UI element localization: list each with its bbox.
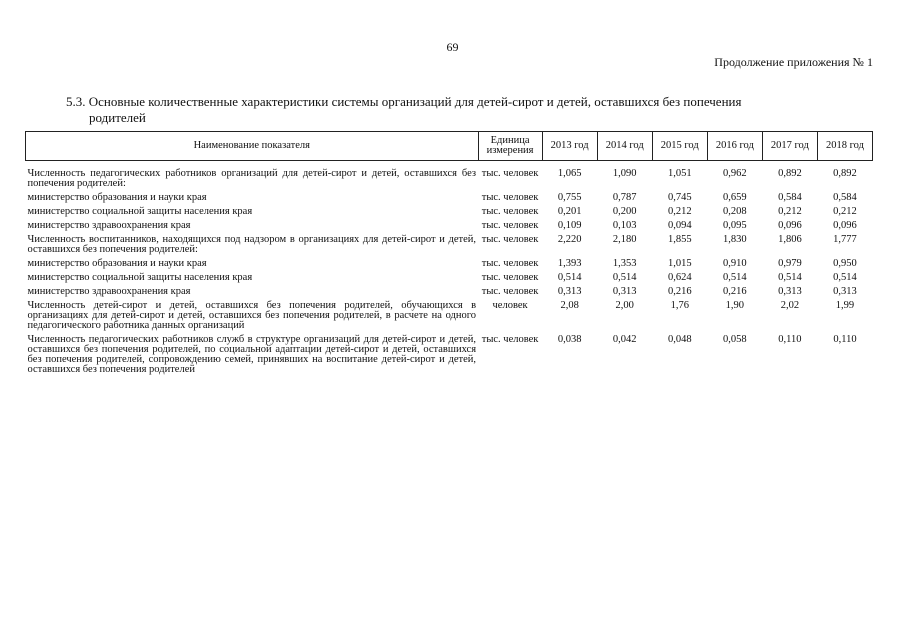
value-cell: 0,584 [778, 192, 802, 203]
value-cell: 1,353 [612, 258, 637, 269]
value-cell: 2,180 [612, 234, 637, 245]
value-cell: 0,950 [833, 258, 857, 269]
table-body [26, 161, 873, 376]
value-cell: 0,058 [723, 334, 747, 345]
header-year: 2016 год [707, 132, 762, 161]
value-cell: 0,659 [723, 192, 747, 203]
table-row [26, 217, 873, 231]
unit-cell: тыс. человек [481, 192, 539, 203]
value-cell: 0,038 [557, 334, 582, 345]
value-cell: 0,313 [612, 286, 637, 297]
value-cell: 0,787 [612, 192, 637, 203]
indicators-table [25, 131, 873, 375]
header-indicator: Наименование показателя [26, 132, 479, 161]
value-cell: 1,065 [557, 168, 582, 179]
section-title-line2: родителей [89, 110, 146, 125]
indicator-name: Численность педагогических работников организаций для детей-сирот и детей, оставшихся без попечения родителей: [27, 168, 477, 189]
value-cell: 2,08 [560, 300, 579, 311]
value-cell: 0,094 [667, 220, 692, 231]
header-year: 2013 год [542, 132, 597, 161]
value-cell: 0,216 [723, 286, 747, 297]
section-number: 5.3. [66, 94, 86, 109]
value-cell: 0,110 [833, 334, 857, 345]
value-cell: 0,514 [612, 272, 637, 283]
value-cell: 2,00 [615, 300, 634, 311]
value-cell: 0,212 [833, 206, 857, 217]
table-row [26, 189, 873, 203]
table-row [26, 331, 873, 375]
value-cell: 1,051 [667, 168, 692, 179]
value-cell: 1,90 [725, 300, 744, 311]
indicator-name: министерство здравоохранения края [27, 220, 191, 231]
value-cell: 1,777 [833, 234, 857, 245]
value-cell: 0,212 [667, 206, 692, 217]
indicator-name: министерство социальной защиты населения края [27, 272, 253, 283]
value-cell: 0,313 [778, 286, 802, 297]
value-cell: 0,892 [833, 168, 857, 179]
table-row [26, 161, 873, 190]
value-cell: 2,02 [780, 300, 800, 311]
value-cell: 0,313 [557, 286, 582, 297]
table-row [26, 297, 873, 331]
value-cell: 1,393 [557, 258, 582, 269]
value-cell: 0,096 [833, 220, 857, 231]
value-cell: 0,313 [833, 286, 857, 297]
value-cell: 0,624 [667, 272, 692, 283]
header-year: 2015 год [652, 132, 707, 161]
value-cell: 2,220 [557, 234, 582, 245]
value-cell: 1,76 [670, 300, 689, 311]
unit-cell: тыс. человек [481, 334, 539, 345]
value-cell: 0,514 [833, 272, 857, 283]
value-cell: 1,806 [778, 234, 802, 245]
indicator-name: Численность воспитанников, находящихся под надзором в организациях для детей-сирот и детей, оставшихся без попечения родителей: [27, 234, 477, 255]
value-cell: 0,042 [612, 334, 637, 345]
table-row [26, 231, 873, 255]
section-title-line1: Основные количественные характеристики системы организаций для детей-сирот и детей, оставшихся без попечения [88, 94, 742, 109]
value-cell: 0,979 [778, 258, 802, 269]
value-cell: 0,103 [612, 220, 637, 231]
unit-cell: тыс. человек [481, 206, 539, 217]
unit-cell: тыс. человек [481, 258, 539, 269]
value-cell: 0,514 [557, 272, 582, 283]
value-cell: 0,201 [557, 206, 582, 217]
value-cell: 0,584 [833, 192, 857, 203]
value-cell: 0,095 [723, 220, 747, 231]
header-year: 2014 год [597, 132, 652, 161]
value-cell: 0,745 [667, 192, 692, 203]
value-cell: 0,910 [723, 258, 747, 269]
value-cell: 1,015 [667, 258, 692, 269]
value-cell: 0,048 [667, 334, 692, 345]
header-year: 2017 год [762, 132, 817, 161]
unit-cell: человек [492, 300, 528, 311]
indicator-name: Численность детей-сирот и детей, оставшихся без попечения родителей, обучающихся в организациях для детей-сирот и детей, оставшихся без попечения родителей, в расчете на одного педагогического работника данных организаций [27, 300, 477, 331]
table-row [26, 203, 873, 217]
section-title [66, 94, 866, 126]
value-cell: 0,212 [778, 206, 802, 217]
indicator-name: министерство образования и науки края [27, 258, 207, 269]
value-cell: 1,99 [835, 300, 855, 311]
table-row [26, 269, 873, 283]
unit-cell: тыс. человек [481, 272, 539, 283]
value-cell: 1,090 [612, 168, 637, 179]
value-cell: 0,208 [723, 206, 747, 217]
indicator-name: министерство здравоохранения края [27, 286, 191, 297]
page-number: 69 [446, 40, 459, 54]
value-cell: 0,755 [557, 192, 582, 203]
value-cell: 0,109 [557, 220, 582, 231]
header-unit: Единица измерения [478, 132, 542, 161]
unit-cell: тыс. человек [481, 234, 539, 245]
value-cell: 0,096 [778, 220, 802, 231]
value-cell: 0,514 [778, 272, 802, 283]
value-cell: 0,110 [778, 334, 802, 345]
appendix-note: Продолжение приложения № 1 [714, 55, 873, 69]
unit-cell: тыс. человек [481, 220, 539, 231]
value-cell: 1,830 [723, 234, 747, 245]
table-row [26, 255, 873, 269]
indicator-name: Численность педагогических работников служб в структуре организаций для детей-сирот и детей, оставшихся без попечения родителей, по социальной адаптации детей-сирот и детей, оставшихся без попечения родителей, сопровождению семей, принявших на воспитание детей-сирот и детей, оставшихся без попечения родителей [27, 334, 477, 375]
indicator-name: министерство социальной защиты населения края [27, 206, 253, 217]
indicator-name: министерство образования и науки края [27, 192, 207, 203]
table-row [26, 283, 873, 297]
value-cell: 0,200 [612, 206, 637, 217]
unit-cell: тыс. человек [481, 286, 539, 297]
value-cell: 0,962 [723, 168, 747, 179]
value-cell: 0,514 [723, 272, 747, 283]
value-cell: 0,892 [778, 168, 802, 179]
value-cell: 0,216 [667, 286, 692, 297]
value-cell: 1,855 [667, 234, 692, 245]
table-header-row [26, 132, 873, 161]
header-year: 2018 год [817, 132, 872, 161]
unit-cell: тыс. человек [481, 168, 539, 179]
